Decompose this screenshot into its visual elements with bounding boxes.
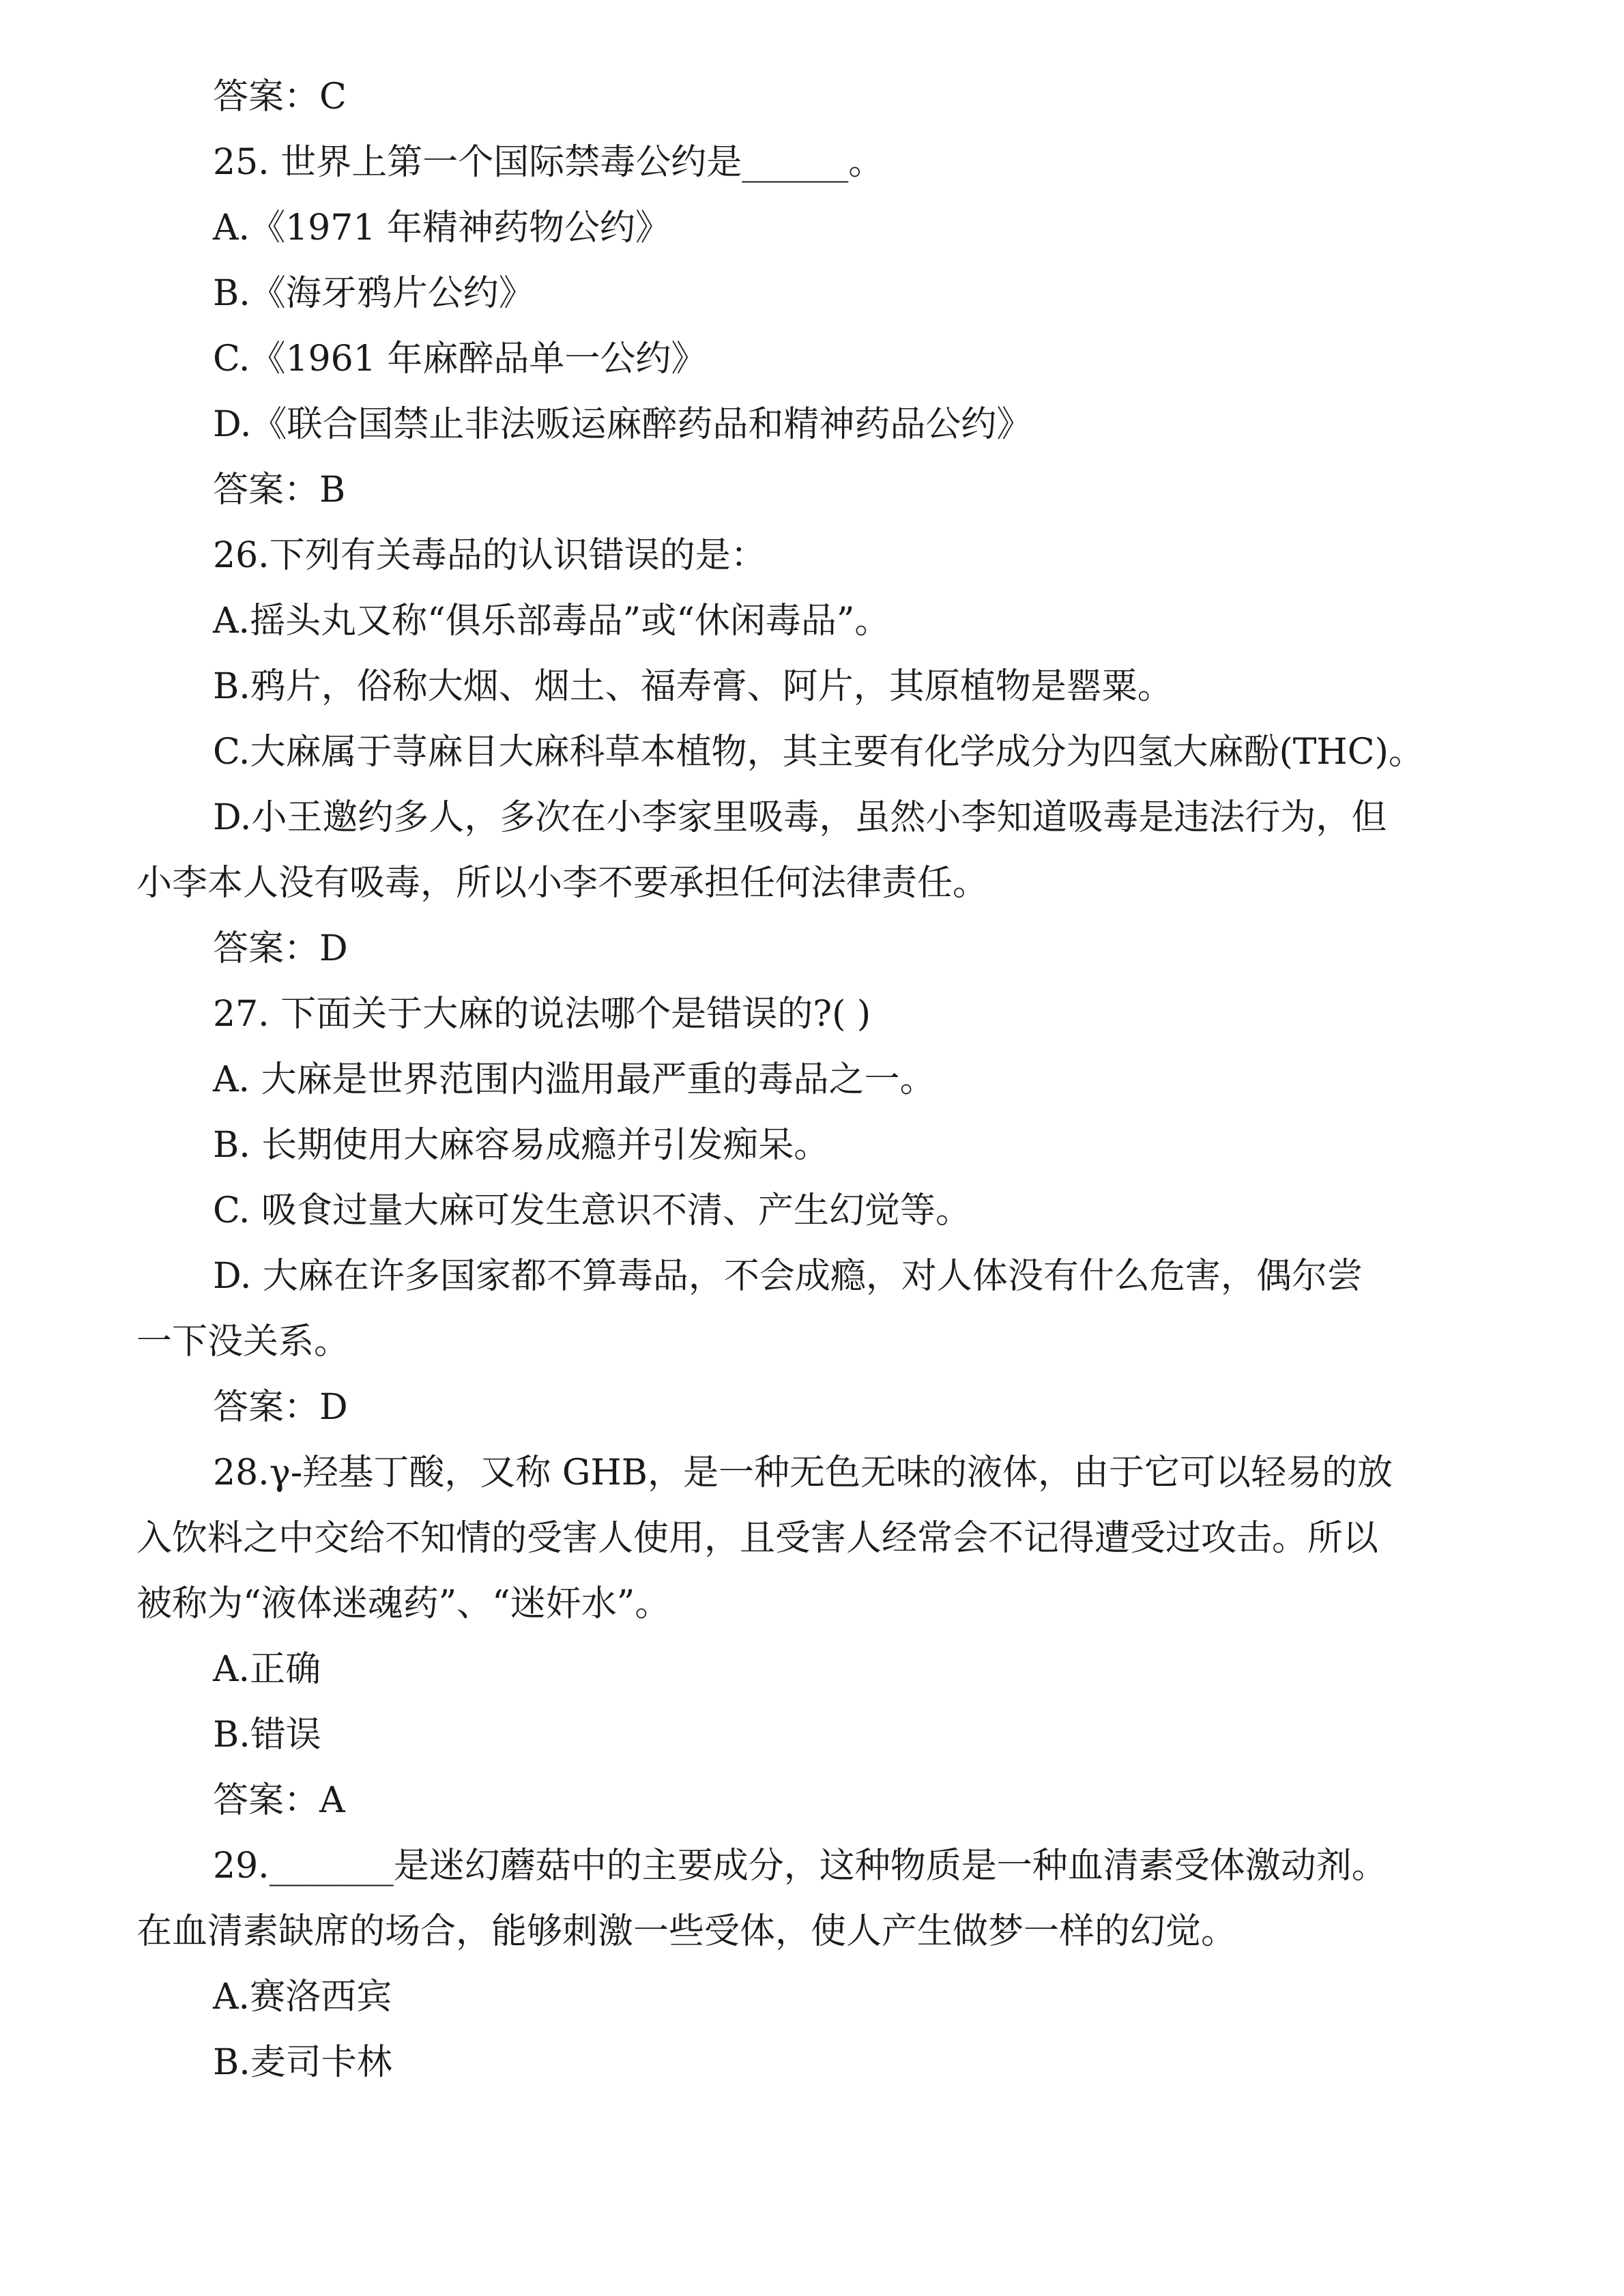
answer-line: 答案：D: [213, 928, 348, 969]
continuation-line: 在血清素缺席的场合，能够刺激一些受体，使人产生做梦一样的幻觉。: [136, 1911, 1237, 1952]
option-line: D.《联合国禁止非法贩运麻醉药品和精神药品公约》: [213, 404, 1032, 445]
question-stem: 27. 下面关于大麻的说法哪个是错误的?( ): [213, 994, 871, 1035]
option-line: C.《1961 年麻醉品单一公约》: [213, 339, 707, 379]
answer-line: 答案：A: [213, 1780, 345, 1821]
answer-line: 答案：D: [213, 1387, 348, 1428]
continuation-line: 小李本人没有吸毒，所以小李不要承担任何法律责任。: [136, 863, 989, 904]
continuation-line: 被称为“液体迷魂药”、“迷奸水”。: [136, 1583, 671, 1624]
answer-line: 答案：B: [213, 470, 346, 511]
question-stem: 26.下列有关毒品的认识错误的是：: [213, 535, 766, 576]
question-stem: 29._______是迷幻蘑菇中的主要成分，这种物质是一种血清素受体激动剂。: [213, 1846, 1387, 1886]
option-line: A.正确: [213, 1649, 321, 1690]
option-line: B.错误: [213, 1714, 321, 1755]
option-line: A.《1971 年精神药物公约》: [213, 207, 671, 248]
question-stem: 25. 世界上第一个国际禁毒公约是______。: [213, 142, 884, 183]
option-line: D. 大麻在许多国家都不算毒品，不会成瘾，对人体没有什么危害，偶尔尝: [213, 1256, 1363, 1297]
option-line: B.麦司卡林: [213, 2042, 392, 2083]
continuation-line: 入饮料之中交给不知情的受害人使用，且受害人经常会不记得遭受过攻击。所以: [136, 1518, 1379, 1559]
option-line: B.《海牙鸦片公约》: [213, 273, 534, 314]
option-line: C.大麻属于荨麻目大麻科草本植物，其主要有化学成分为四氢大麻酚(THC)。: [213, 732, 1424, 773]
option-line: A.摇头丸又称“俱乐部毒品”或“休闲毒品”。: [213, 601, 890, 642]
continuation-line: 一下没关系。: [136, 1321, 350, 1362]
option-line: A. 大麻是世界范围内滥用最严重的毒品之一。: [213, 1059, 936, 1100]
option-line: B. 长期使用大麻容易成瘾并引发痴呆。: [213, 1125, 830, 1166]
option-line: B.鸦片，俗称大烟、烟土、福寿膏、阿片，其原植物是罂粟。: [213, 666, 1173, 707]
answer-line: 答案：C: [213, 76, 347, 117]
option-line: D.小王邀约多人，多次在小李家里吸毒，虽然小李知道吸毒是违法行为，但: [213, 797, 1387, 838]
option-line: C. 吸食过量大麻可发生意识不清、产生幻觉等。: [213, 1190, 971, 1231]
question-stem: 28.γ-羟基丁酸，又称 GHB，是一种无色无味的液体，由于它可以轻易的放: [213, 1452, 1393, 1493]
option-line: A.赛洛西宾: [213, 1977, 392, 2018]
